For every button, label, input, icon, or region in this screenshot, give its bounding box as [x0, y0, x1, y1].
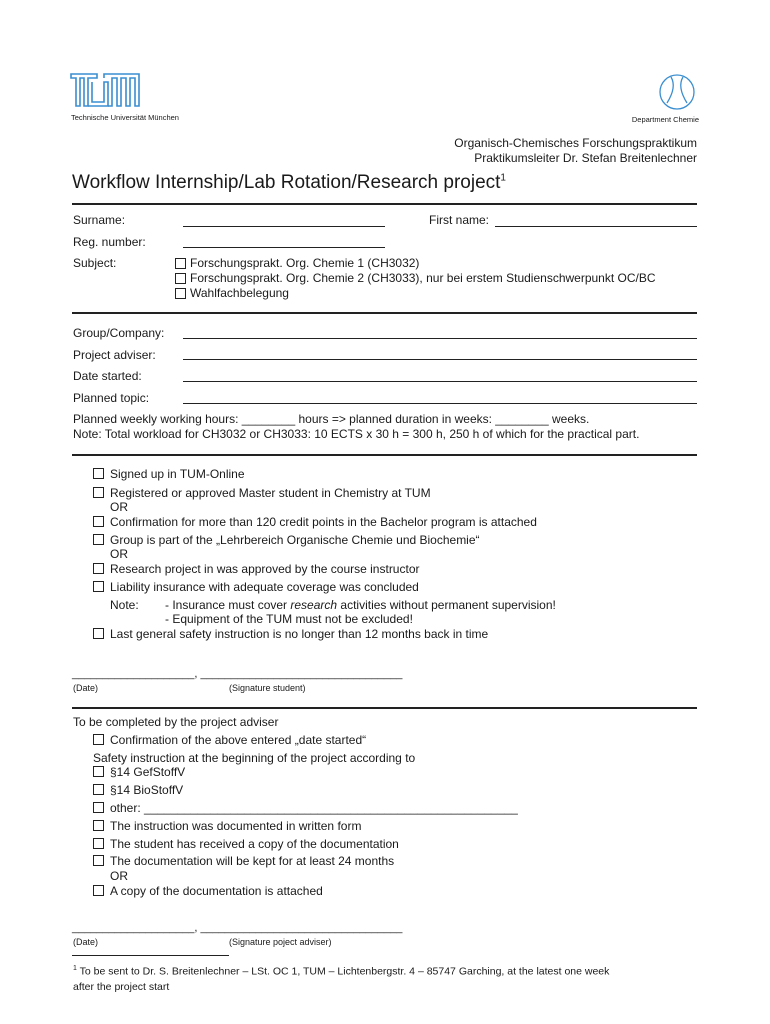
adviser-checkbox-biostoffv[interactable] [93, 784, 104, 795]
subject-checkbox-1[interactable] [175, 258, 186, 269]
adviser-date-label: (Date) [73, 937, 99, 947]
safety-instruction-heading: Safety instruction at the beginning of the project according to [93, 751, 416, 765]
student-signature-line[interactable]: ____________________, _________________________________ [72, 668, 403, 680]
checklist-item: Group is part of the „Lehrbereich Organische Chemie und Biochemie“ [110, 533, 480, 547]
checklist-or: OR [110, 500, 128, 514]
surname-label: Surname: [73, 213, 126, 227]
adviser-confirm-checkbox[interactable] [93, 734, 104, 745]
checklist-checkbox-6[interactable] [93, 581, 104, 592]
adviser-item: The instruction was documented in written form [110, 819, 362, 833]
divider [72, 203, 697, 205]
adviser-checkbox-other[interactable] [93, 802, 104, 813]
page-title: Workflow Internship/Lab Rotation/Research project$^1$ [72, 172, 506, 193]
adviser-checkbox-kept[interactable] [93, 855, 104, 866]
checklist-item: Research project in was approved by the course instructor [110, 562, 420, 576]
adviser-checkbox-copy-received[interactable] [93, 838, 104, 849]
adviser-other-field[interactable]: other: ________________________________________________________ [110, 801, 518, 815]
date-started-field[interactable] [183, 381, 697, 382]
subject-label: Subject: [73, 256, 117, 270]
footnote-line-1: To be sent to Dr. S. Breitenlechner – LSt. OC 1, TUM – Lichtenbergstr. 4 – 85747 Garching, at the latest one week [76, 965, 610, 978]
department-logo [657, 73, 697, 111]
surname-field[interactable] [183, 226, 385, 227]
divider [72, 454, 697, 456]
course-leader: Praktikumsleiter Dr. Stefan Breitenlechner [474, 151, 697, 165]
checklist-checkbox-7[interactable] [93, 628, 104, 639]
adviser-signature-label: (Signature poject adviser) [229, 937, 332, 947]
student-date-label: (Date) [73, 683, 99, 693]
checklist-item: Confirmation for more than 120 credit points in the Bachelor program is attached [110, 515, 537, 529]
checklist-note-line-2: - Equipment of the TUM must not be excluded! [165, 612, 413, 626]
checklist-item: Registered or approved Master student in Chemistry at TUM [110, 486, 431, 500]
title-footnote-mark: 1 [500, 172, 506, 184]
adviser-or: OR [110, 869, 128, 883]
subject-option-2: Forschungsprakt. Org. Chemie 2 (CH3033), nur bei erstem Studienschwerpunkt OC/BC [190, 271, 656, 285]
checklist-checkbox-3[interactable] [93, 516, 104, 527]
tum-logo [70, 73, 140, 107]
checklist-checkbox-1[interactable] [93, 468, 104, 479]
divider [72, 312, 697, 314]
first-name-label: First name: [429, 213, 490, 227]
course-name: Organisch-Chemisches Forschungspraktikum [454, 136, 697, 150]
institution-name: Technische Universität München [71, 113, 179, 122]
planned-topic-label: Planned topic: [73, 391, 150, 405]
adviser-item: The documentation will be kept for at least 24 months [110, 854, 395, 868]
footnote-line-2: after the project start [73, 980, 170, 993]
checklist-checkbox-5[interactable] [93, 563, 104, 574]
checklist-note-label: Note: [110, 598, 139, 612]
reg-number-label: Reg. number: [73, 235, 146, 249]
adviser-item: §14 BioStoffV [110, 783, 184, 797]
footnote [73, 961, 713, 995]
project-adviser-field[interactable] [183, 359, 697, 360]
group-company-field[interactable] [183, 338, 697, 339]
date-started-label: Date started: [73, 369, 142, 383]
department-name: Department Chemie [631, 115, 699, 124]
first-name-field[interactable] [495, 226, 697, 227]
project-adviser-label: Project adviser: [73, 348, 156, 362]
subject-option-1: Forschungsprakt. Org. Chemie 1 (CH3032) [190, 256, 420, 270]
adviser-checkbox-gefstoffv[interactable] [93, 766, 104, 777]
reg-number-field[interactable] [183, 247, 385, 248]
adviser-checkbox-copy-attached[interactable] [93, 885, 104, 896]
adviser-signature-line[interactable]: ____________________, _________________________________ [72, 922, 403, 934]
adviser-confirm-label: Confirmation of the above entered „date started“ [110, 733, 367, 747]
divider [72, 707, 697, 709]
planned-topic-field[interactable] [183, 403, 697, 404]
adviser-item: The student has received a copy of the documentation [110, 837, 399, 851]
footnote-rule [72, 955, 229, 956]
checklist-or: OR [110, 547, 128, 561]
group-company-label: Group/Company: [73, 326, 165, 340]
checklist-checkbox-2[interactable] [93, 487, 104, 498]
checklist-item: Liability insurance with adequate coverage was concluded [110, 580, 419, 594]
adviser-item: A copy of the documentation is attached [110, 884, 323, 898]
adviser-section-heading: To be completed by the project adviser [73, 715, 279, 729]
subject-checkbox-3[interactable] [175, 288, 186, 299]
checklist-note-line-1: - Insurance must cover research activities without permanent supervision! [165, 598, 556, 612]
subject-option-3: Wahlfachbelegung [190, 286, 289, 300]
footnote-mark: 1 [73, 965, 77, 972]
checklist-item: Last general safety instruction is no longer than 12 months back in time [110, 627, 489, 641]
checklist-item: Signed up in TUM-Online [110, 467, 245, 481]
adviser-checkbox-documented[interactable] [93, 820, 104, 831]
planned-hours-line: Planned weekly working hours: ________ hours => planned duration in weeks: ________ weeks. [73, 412, 590, 426]
checklist-checkbox-4[interactable] [93, 534, 104, 545]
workload-note: Note: Total workload for CH3032 or CH3033: 10 ECTS x 30 h = 300 h, 250 h of which for the practical part. [73, 427, 640, 441]
adviser-item: §14 GefStoffV [110, 765, 186, 779]
subject-checkbox-2[interactable] [175, 273, 186, 284]
student-signature-label: (Signature student) [229, 683, 306, 693]
